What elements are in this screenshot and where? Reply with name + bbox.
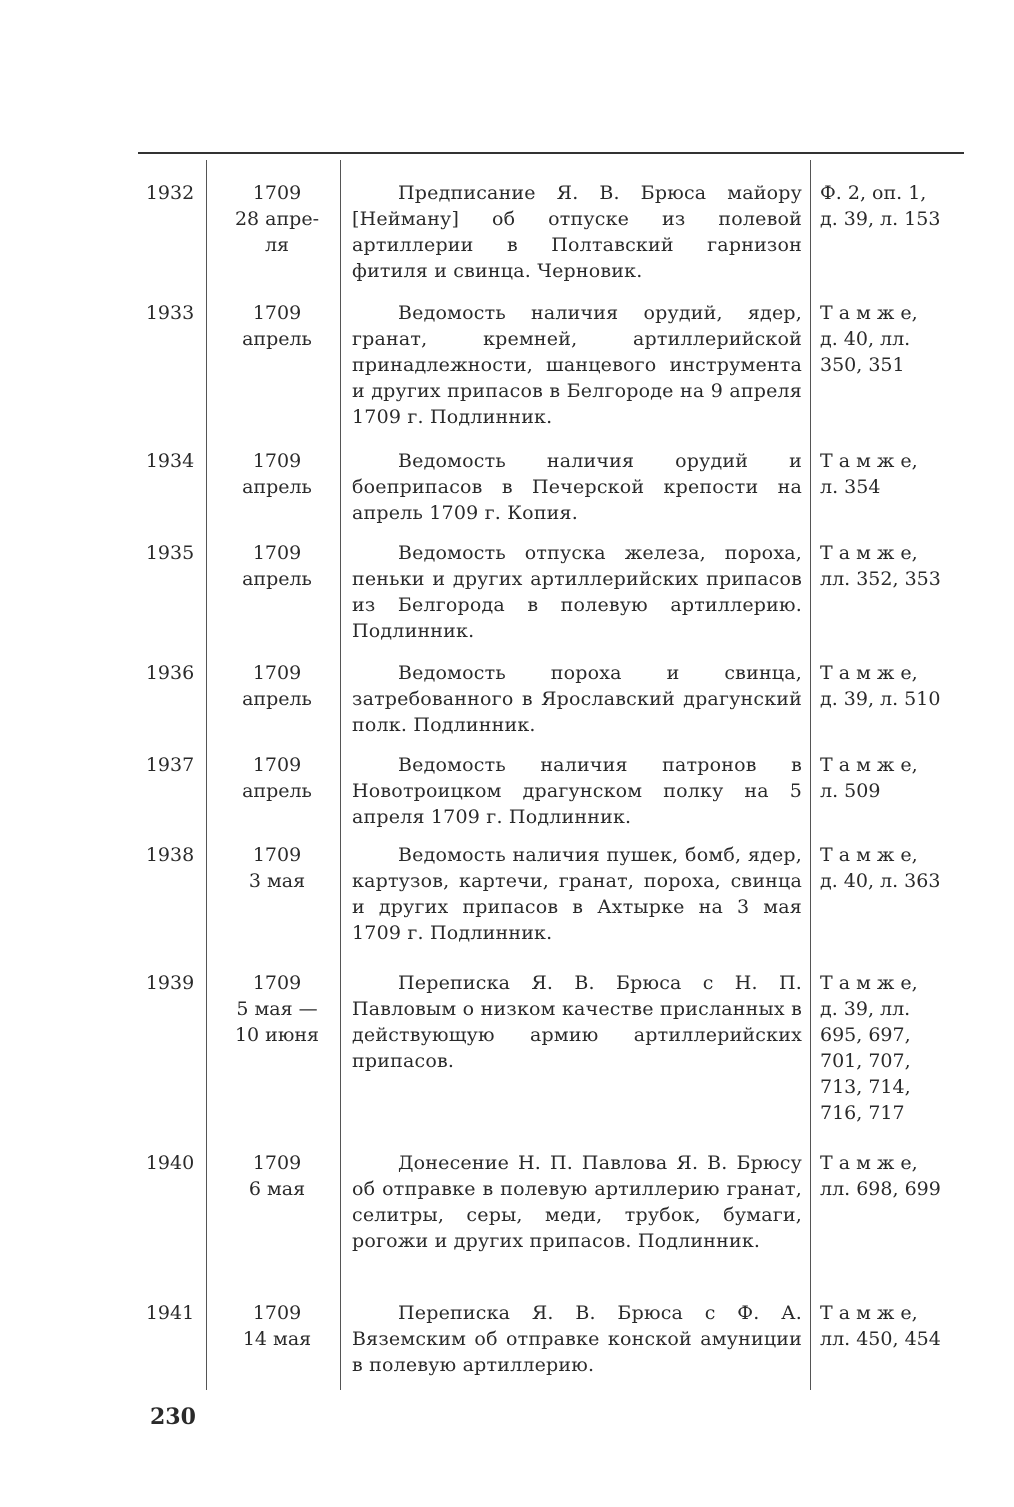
entry-description: Ведомость отпуска железа, пороха, пеньки и других артиллерийских припасов из Белгорода в полевую артиллерию. Подлинник. [352, 542, 802, 642]
entry-date [218, 448, 336, 500]
archive-reference [820, 660, 980, 712]
reference-line: д. 39, л. 510 [820, 688, 941, 710]
date-line: 10 июня [234, 1024, 320, 1046]
date-line: 14 мая [242, 1328, 312, 1350]
entry-date [218, 1300, 336, 1352]
reference-line: д. 39, лл. [820, 998, 911, 1020]
reference-line: л. 509 [820, 780, 881, 802]
reference-line: д. 39, л. 153 [820, 208, 941, 230]
reference-line: Т а м ж е, [820, 542, 918, 564]
reference-line: лл. 450, 454 [820, 1328, 941, 1350]
reference-line: 713, 714, [820, 1076, 911, 1098]
reference-line: Т а м ж е, [820, 450, 918, 472]
date-line: апрель [242, 568, 312, 590]
reference-line: 716, 717 [820, 1102, 905, 1124]
date-line: апрель [242, 688, 312, 710]
reference-line: Т а м ж е, [820, 1152, 918, 1174]
date-line: 1709 [252, 302, 302, 324]
reference-line: л. 354 [820, 476, 881, 498]
date-line: 5 мая — [236, 998, 318, 1020]
archive-reference [820, 1300, 980, 1352]
archive-reference [820, 1150, 980, 1202]
reference-line: Ф. 2, оп. 1, [820, 182, 927, 204]
date-line: 1709 [252, 542, 302, 564]
reference-line: Т а м ж е, [820, 972, 918, 994]
reference-line: лл. 698, 699 [820, 1178, 941, 1200]
date-line: 6 мая [248, 1178, 306, 1200]
column-divider-2 [340, 160, 341, 1390]
archive-reference [820, 300, 980, 378]
page-number: 230 [150, 1404, 196, 1430]
date-line: 1709 [252, 450, 302, 472]
column-divider-3 [810, 160, 811, 1390]
date-line: апрель [242, 780, 312, 802]
archive-reference [820, 180, 980, 232]
archive-reference [820, 752, 980, 804]
entry-date [218, 660, 336, 712]
reference-line: 695, 697, [820, 1024, 911, 1046]
date-line: 1709 [252, 844, 302, 866]
entry-number: 1936 [145, 662, 195, 684]
entry-number: 1933 [145, 302, 195, 324]
entry-date [218, 842, 336, 894]
entry-date [218, 540, 336, 592]
entry-date [218, 970, 336, 1048]
archive-reference [820, 448, 980, 500]
date-line: 1709 [252, 972, 302, 994]
date-line: 1709 [252, 1302, 302, 1324]
date-line: 1709 [252, 662, 302, 684]
entry-number: 1940 [145, 1152, 195, 1174]
date-line: ля [264, 234, 290, 256]
reference-line: Т а м ж е, [820, 662, 918, 684]
reference-line: 350, 351 [820, 354, 905, 376]
entry-description: Донесение Н. П. Павлова Я. В. Брюсу об отправке в полевую артиллерию гранат, селитры, серы, меди, трубок, бумаги, рогожи и других припасов. Подлинник. [352, 1152, 802, 1252]
entry-description: Переписка Я. В. Брюса с Н. П. Павловым о низком качестве присланных в действующую армию артиллерийских припасов. [352, 972, 802, 1072]
archive-reference [820, 842, 980, 894]
entry-date [218, 752, 336, 804]
date-line: 3 мая [248, 870, 306, 892]
date-line: 28 апре- [234, 208, 320, 230]
archive-reference [820, 970, 980, 1126]
entry-number: 1938 [145, 844, 195, 866]
date-line: апрель [242, 476, 312, 498]
reference-line: 701, 707, [820, 1050, 911, 1072]
entry-number: 1935 [145, 542, 195, 564]
reference-line: д. 40, л. 363 [820, 870, 941, 892]
entry-description: Ведомость наличия орудий и боеприпасов в Печерской крепости на апрель 1709 г. Копия. [352, 450, 802, 524]
reference-line: Т а м ж е, [820, 302, 918, 324]
archive-reference [820, 540, 980, 592]
entry-description: Ведомость наличия пушек, бомб, ядер, картузов, картечи, гранат, пороха, свинца и других припасов в Ахтырке на 3 мая 1709 г. Подлинник. [352, 844, 802, 944]
entry-description: Ведомость пороха и свинца, затребованного в Ярославский драгунский полк. Подлинник. [352, 662, 802, 736]
entry-date [218, 180, 336, 258]
reference-line: д. 40, лл. [820, 328, 911, 350]
header-rule [138, 152, 964, 154]
entry-number: 1932 [145, 182, 195, 204]
entry-number: 1939 [145, 972, 195, 994]
reference-line: Т а м ж е, [820, 844, 918, 866]
entry-description: Предписание Я. В. Брюса майору [Нейману] об отпуске из полевой артиллерии в Полтавский гарнизон фитиля и свинца. Черновик. [352, 182, 802, 282]
reference-line: лл. 352, 353 [820, 568, 941, 590]
entry-number: 1934 [145, 450, 195, 472]
entry-number: 1937 [145, 754, 195, 776]
date-line: 1709 [252, 754, 302, 776]
entry-date [218, 300, 336, 352]
entry-date [218, 1150, 336, 1202]
date-line: 1709 [252, 1152, 302, 1174]
date-line: апрель [242, 328, 312, 350]
entry-description: Переписка Я. В. Брюса с Ф. А. Вяземским об отправке конской амуниции в полевую артиллерию. [352, 1302, 802, 1376]
entry-description: Ведомость наличия патронов в Новотроицком драгунском полку на 5 апреля 1709 г. Подлинник. [352, 754, 802, 828]
entry-number: 1941 [145, 1302, 195, 1324]
reference-line: Т а м ж е, [820, 1302, 918, 1324]
date-line: 1709 [252, 182, 302, 204]
entry-description: Ведомость наличия орудий, ядер, гранат, кремней, артиллерийской принадлежности, шанцевого инструмента и других припасов в Белгороде на 9 апреля 1709 г. Подлинник. [352, 302, 802, 428]
reference-line: Т а м ж е, [820, 754, 918, 776]
